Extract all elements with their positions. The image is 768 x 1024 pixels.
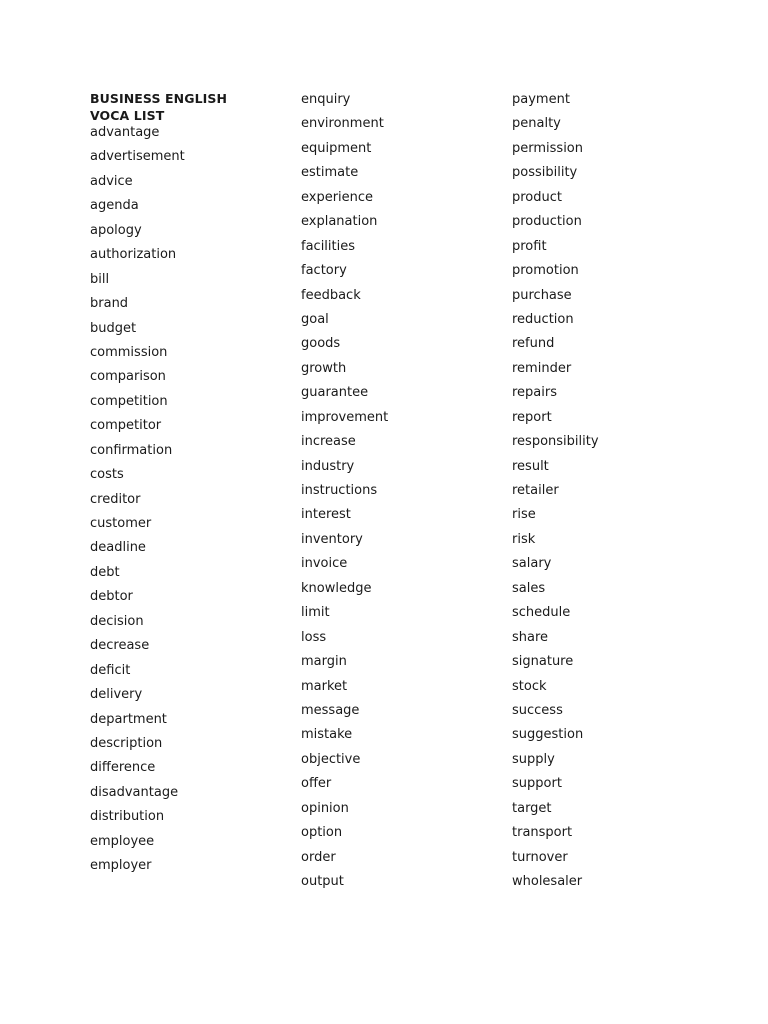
- vocabulary-word: competitor: [90, 418, 162, 434]
- word-list: [90, 121, 290, 879]
- vocabulary-word: difference: [90, 760, 156, 776]
- vocabulary-word: confirmation: [90, 442, 173, 458]
- vocabulary-word: permission: [512, 140, 583, 156]
- vocabulary-word: advice: [90, 173, 133, 189]
- vocabulary-word: repairs: [512, 385, 558, 401]
- vocabulary-word: industry: [301, 458, 355, 474]
- vocabulary-word: wholesaler: [512, 874, 583, 889]
- word-list: [301, 88, 501, 894]
- vocabulary-word: objective: [301, 751, 361, 767]
- vocabulary-word: supply: [512, 751, 555, 767]
- vocabulary-word: department: [90, 711, 167, 727]
- vocabulary-word: margin: [301, 654, 347, 670]
- vocabulary-word: disadvantage: [90, 784, 179, 800]
- vocabulary-word: result: [512, 458, 549, 474]
- vocabulary-word: knowledge: [301, 580, 372, 596]
- vocabulary-word: advantage: [90, 125, 160, 140]
- vocabulary-word: improvement: [301, 409, 389, 425]
- vocabulary-word: target: [512, 800, 552, 816]
- vocabulary-word: description: [90, 735, 163, 751]
- vocabulary-word: commission: [90, 344, 168, 360]
- vocabulary-word: product: [512, 189, 563, 205]
- vocabulary-word: possibility: [512, 165, 578, 181]
- vocabulary-word: sales: [512, 580, 546, 596]
- vocabulary-word: penalty: [512, 116, 561, 132]
- vocabulary-word: rise: [512, 507, 536, 523]
- vocabulary-word: transport: [512, 825, 573, 841]
- vocabulary-word: inventory: [301, 531, 363, 547]
- vocabulary-word: advertisement: [90, 149, 185, 165]
- vocabulary-word: comparison: [90, 369, 166, 385]
- vocabulary-word: message: [301, 702, 360, 718]
- vocabulary-word: output: [301, 874, 344, 889]
- vocabulary-word: support: [512, 776, 562, 792]
- vocabulary-word: profit: [512, 238, 547, 254]
- vocabulary-word: costs: [90, 467, 124, 483]
- vocabulary-word: schedule: [512, 605, 571, 621]
- vocabulary-word: environment: [301, 116, 384, 132]
- vocabulary-word: employer: [90, 858, 152, 874]
- vocabulary-word: goal: [301, 311, 329, 327]
- vocabulary-word: reminder: [512, 360, 572, 376]
- vocabulary-word: facilities: [301, 238, 356, 254]
- vocabulary-word: signature: [512, 654, 574, 670]
- vocabulary-word: growth: [301, 360, 347, 376]
- vocabulary-word: increase: [301, 434, 356, 450]
- vocabulary-word: feedback: [301, 287, 361, 303]
- vocabulary-word: market: [301, 678, 348, 694]
- page-title: [90, 91, 290, 125]
- vocabulary-word: creditor: [90, 491, 141, 507]
- word-list: [512, 88, 712, 894]
- vocabulary-word: deficit: [90, 662, 131, 678]
- vocabulary-word: distribution: [90, 809, 165, 825]
- vocabulary-word: risk: [512, 531, 536, 547]
- vocabulary-word: loss: [301, 629, 327, 645]
- vocabulary-word: budget: [90, 320, 137, 336]
- vocabulary-word: purchase: [512, 287, 572, 303]
- vocabulary-word: decrease: [90, 638, 150, 654]
- vocabulary-word: experience: [301, 189, 374, 205]
- title-line-1: BUSINESS ENGLISH: [90, 91, 228, 106]
- vocabulary-word: retailer: [512, 483, 559, 498]
- vocabulary-word: interest: [301, 507, 351, 523]
- vocabulary-word: customer: [90, 516, 152, 531]
- word-column-1: [90, 91, 290, 879]
- vocabulary-word: reduction: [512, 311, 574, 327]
- vocabulary-word: responsibility: [512, 434, 599, 450]
- vocabulary-word: success: [512, 702, 563, 718]
- vocabulary-word: order: [301, 849, 336, 865]
- vocabulary-word: guarantee: [301, 385, 369, 401]
- vocabulary-word: mistake: [301, 727, 353, 743]
- vocabulary-word: employee: [90, 833, 155, 849]
- vocabulary-word: delivery: [90, 687, 143, 703]
- vocabulary-word: goods: [301, 336, 341, 352]
- vocabulary-word: salary: [512, 556, 552, 572]
- vocabulary-word: opinion: [301, 800, 349, 816]
- vocabulary-word: limit: [301, 605, 330, 621]
- vocabulary-word: payment: [512, 92, 570, 107]
- vocabulary-word: promotion: [512, 263, 579, 279]
- vocabulary-word: option: [301, 825, 343, 841]
- vocabulary-word: refund: [512, 336, 555, 352]
- vocabulary-word: apology: [90, 222, 142, 238]
- vocabulary-word: estimate: [301, 165, 359, 181]
- vocabulary-word: offer: [301, 776, 332, 792]
- vocabulary-word: authorization: [90, 247, 177, 263]
- vocabulary-word: agenda: [90, 198, 139, 214]
- vocabulary-word: enquiry: [301, 92, 351, 107]
- vocabulary-word: suggestion: [512, 727, 584, 743]
- word-column-2: [301, 91, 501, 894]
- vocabulary-word: bill: [90, 271, 110, 287]
- vocabulary-word: share: [512, 629, 549, 645]
- vocabulary-word: instructions: [301, 483, 378, 498]
- vocabulary-word: debtor: [90, 589, 133, 605]
- vocabulary-word: competition: [90, 393, 168, 409]
- vocabulary-word: decision: [90, 613, 144, 629]
- vocabulary-word: invoice: [301, 556, 348, 572]
- vocabulary-word: deadline: [90, 540, 146, 556]
- vocabulary-word: brand: [90, 296, 129, 312]
- vocabulary-word: production: [512, 214, 582, 230]
- vocabulary-word: factory: [301, 263, 347, 279]
- title-line-2: VOCA LIST: [90, 107, 165, 123]
- vocabulary-word: stock: [512, 678, 547, 694]
- vocabulary-word: debt: [90, 564, 120, 580]
- vocabulary-word: report: [512, 409, 552, 425]
- vocabulary-word: equipment: [301, 140, 372, 156]
- vocabulary-word: turnover: [512, 849, 568, 865]
- vocabulary-word: explanation: [301, 214, 378, 230]
- word-column-3: [512, 91, 712, 894]
